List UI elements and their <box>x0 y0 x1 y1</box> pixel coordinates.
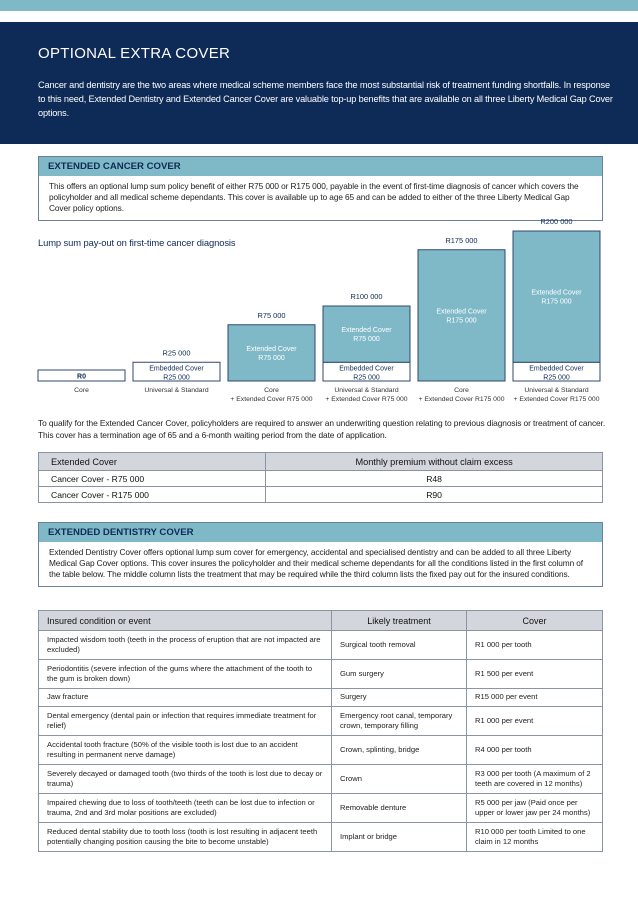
condition-cell: Impacted wisdom tooth (teeth in the process of eruption that are not impacted are excluded) <box>39 631 332 660</box>
cover-cell: R1 500 per event <box>467 660 603 689</box>
table-row <box>39 736 603 765</box>
qualify-text: To qualify for the Extended Cancer Cover, policyholders are required to answer an underwriting question relating to previous diagnosis or treatment of cancer. This cover has a termination age of 65 and a 6-month waiting period from the date of application. <box>38 418 606 440</box>
category-label: Universal & Standard + Extended Cover R75 000 <box>325 387 408 403</box>
extended-cover-label: Extended Cover R175 000 <box>531 289 582 306</box>
cancer-cover-body: This offers an optional lump sum policy benefit of either R75 000 or R175 000, payable in the event of first-time diagnosis of cancer which covers the policyholder and all medical scheme dependants. This cover is available up to age 65 and can be added to either of the three Liberty Medical Gap Cover policy options. <box>49 181 579 214</box>
cancer-cover-heading: EXTENDED CANCER COVER <box>39 157 602 176</box>
table-row <box>39 765 603 794</box>
treatment-cell: Crown <box>332 765 467 794</box>
category-label: Universal & Standard <box>144 387 209 394</box>
treatment-cell: Removable denture <box>332 794 467 823</box>
table-row <box>39 631 603 660</box>
cancer-payout-chart <box>0 0 638 420</box>
extended-cover-label: Extended Cover R75 000 <box>246 345 297 362</box>
condition-cell: Dental emergency (dental pain or infection that requires immediate treatment for relief) <box>39 707 332 736</box>
cover-cell: R15 000 per event <box>467 689 603 707</box>
treatment-cell: Surgery <box>332 689 467 707</box>
treatment-cell: Gum surgery <box>332 660 467 689</box>
premium-amount: R48 <box>266 471 603 487</box>
embedded-cover-label: R0 <box>77 373 86 381</box>
bar-total-label: R175 000 <box>445 235 478 245</box>
premium-table-header <box>39 453 603 471</box>
extended-cover-bar <box>228 325 315 381</box>
premium-header-premium: Monthly premium without claim excess <box>266 453 603 471</box>
premium-cover-name: Cancer Cover - R175 000 <box>39 487 266 503</box>
table-row <box>39 471 603 487</box>
category-label: Universal & Standard + Extended Cover R175 000 <box>513 387 600 403</box>
extended-cover-bar <box>513 231 600 362</box>
table-row <box>39 660 603 689</box>
header-treatment: Likely treatment <box>332 611 467 631</box>
extended-cover-label: Extended Cover R75 000 <box>341 327 392 344</box>
embedded-cover-label: Embedded Cover R25 000 <box>339 365 394 382</box>
cover-cell: R1 000 per tooth <box>467 631 603 660</box>
table-row <box>39 707 603 736</box>
cover-cell: R10 000 per tooth Limited to one claim in 12 months <box>467 823 603 852</box>
cover-cell: R3 000 per tooth (A maximum of 2 teeth are covered in 12 months) <box>467 765 603 794</box>
premium-header-cover: Extended Cover <box>39 453 266 471</box>
dentistry-cover-body: Extended Dentistry Cover offers optional lump sum cover for emergency, accidental and specialised dentistry and can be added to all three Liberty Medical Gap Cover options. This cover insures the policyholder and their medical scheme dependants for all the conditions listed in the first column of the table below. The middle column lists the treatment that may be required while the third column lists the fixed pay out for the insured conditions. <box>49 547 584 580</box>
dentistry-table <box>38 610 603 852</box>
bar-total-label: R200 000 <box>540 217 573 226</box>
premium-cover-name: Cancer Cover - R75 000 <box>39 471 266 487</box>
intro-text: Cancer and dentistry are the two areas where medical scheme members face the most substantial risk of treatment funding shortfalls. In response to this need, Extended Dentistry and Extended Cancer Cover are valuable top-up benefits that are available on all three Liberty Medical Gap Cover options. <box>38 80 613 118</box>
chart-title: Lump sum pay-out on first-time cancer diagnosis <box>38 237 236 248</box>
condition-cell: Reduced dental stability due to tooth loss (tooth is lost resulting in adjacent teeth potentially changing position causing the bite to become unstable) <box>39 823 332 852</box>
table-row <box>39 823 603 852</box>
embedded-cover-label: Embedded Cover R25 000 <box>149 365 204 382</box>
extended-cover-bar <box>323 306 410 362</box>
treatment-cell: Emergency root canal, temporary crown, temporary filling <box>332 707 467 736</box>
page-title: OPTIONAL EXTRA COVER <box>38 45 231 62</box>
table-row <box>39 689 603 707</box>
condition-cell: Jaw fracture <box>39 689 332 707</box>
header-cover: Cover <box>467 611 603 631</box>
condition-cell: Impaired chewing due to loss of tooth/teeth (teeth can be lost due to infection or trauma, 2nd and 3rd molar positions are excluded) <box>39 794 332 823</box>
dentistry-cover-box <box>38 522 603 587</box>
bar-total-label: R25 000 <box>162 348 191 358</box>
treatment-cell: Crown, splinting, bridge <box>332 736 467 765</box>
category-label: Core + Extended Cover R175 000 <box>418 387 505 403</box>
condition-cell: Accidental tooth fracture (50% of the visible tooth is lost due to an accident resulting in permanent nerve damage) <box>39 736 332 765</box>
dentistry-cover-heading: EXTENDED DENTISTRY COVER <box>39 523 602 542</box>
extended-cover-label: Extended Cover R175 000 <box>436 308 487 325</box>
premium-table <box>38 452 603 503</box>
cover-cell: R1 000 per event <box>467 707 603 736</box>
bar-total-label: R75 000 <box>257 310 286 320</box>
dentistry-table-header <box>39 611 603 631</box>
table-row <box>39 794 603 823</box>
embedded-cover-label: Embedded Cover R25 000 <box>529 365 584 382</box>
condition-cell: Periodontitis (severe infection of the gums where the attachment of the tooth to the gum is broken down) <box>39 660 332 689</box>
category-label: Core <box>74 387 89 394</box>
bar-total-label: R100 000 <box>350 292 383 301</box>
category-label: Core + Extended Cover R75 000 <box>230 387 313 403</box>
treatment-cell: Surgical tooth removal <box>332 631 467 660</box>
header-condition: Insured condition or event <box>39 611 332 631</box>
extended-cover-bar <box>418 250 505 381</box>
cover-cell: R4 000 per tooth <box>467 736 603 765</box>
cover-cell: R5 000 per jaw (Paid once per upper or lower jaw per 24 months) <box>467 794 603 823</box>
table-row <box>39 487 603 503</box>
premium-amount: R90 <box>266 487 603 503</box>
condition-cell: Severely decayed or damaged tooth (two thirds of the tooth is lost due to decay or trauma) <box>39 765 332 794</box>
treatment-cell: Implant or bridge <box>332 823 467 852</box>
